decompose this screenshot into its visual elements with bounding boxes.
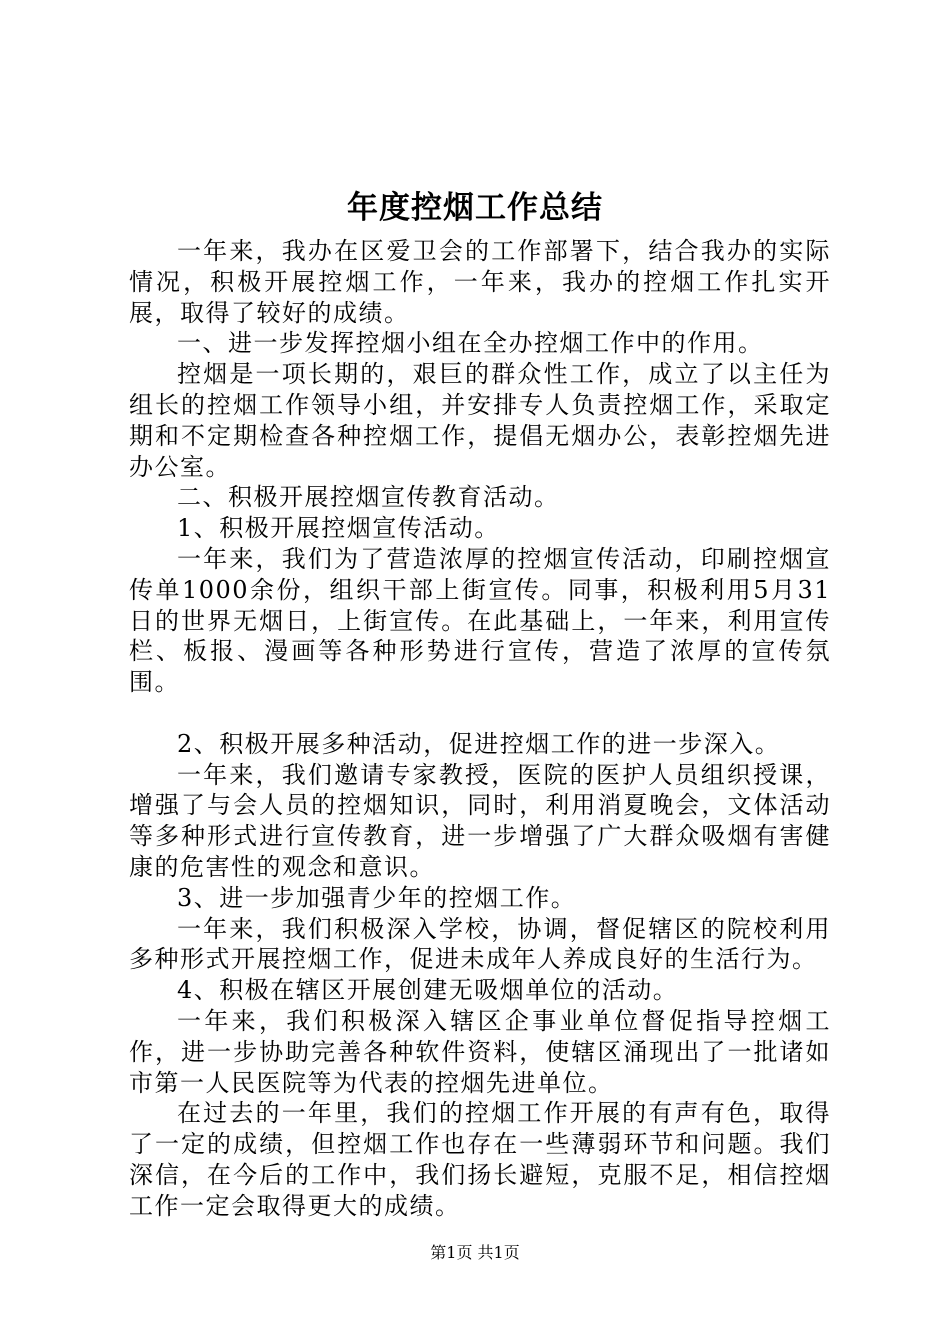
subsection-heading-3: 3、进一步加强青少年的控烟工作。 bbox=[177, 883, 577, 912]
subsection-heading-4: 4、积极在辖区开展创建无吸烟单位的活动。 bbox=[177, 976, 679, 1005]
paragraph-subsection-2: 一年来，我们邀请专家教授，医院的医护人员组织授课，增强了与会人员的控烟知识，同时，利用消夏晚会，文体活动等多种形式进行宣传教育，进一步增强了广大群众吸烟有害健康的危害性的观念和意识。 bbox=[129, 760, 831, 881]
page-footer: 第1页 共1页 bbox=[430, 1243, 520, 1262]
paragraph-subsection-4: 一年来，我们积极深入辖区企事业单位督促指导控烟工作，进一步协助完善各种软件资料，使辖区涌现出了一批诸如市第一人民医院等为代表的控烟先进单位。 bbox=[129, 1006, 831, 1097]
paragraph-subsection-3: 一年来，我们积极深入学校，协调，督促辖区的院校利用多种形式开展控烟工作，促进未成年人养成良好的生活行为。 bbox=[129, 914, 831, 974]
document-title: 年度控烟工作总结 bbox=[347, 190, 603, 226]
paragraph-conclusion: 在过去的一年里，我们的控烟工作开展的有声有色，取得了一定的成绩，但控烟工作也存在一些薄弱环节和问题。我们深信，在今后的工作中，我们扬长避短，克服不足，相信控烟工作一定会取得更大的成绩。 bbox=[129, 1099, 831, 1220]
paragraph-subsection-1: 一年来，我们为了营造浓厚的控烟宣传活动，印刷控烟宣传单1000余份，组织干部上街宣传。同事，积极利用5月31日的世界无烟日，上街宣传。在此基础上，一年来，利用宣传栏、板报、漫画等各种形势进行宣传，营造了浓厚的宣传氛围。 bbox=[129, 544, 831, 697]
section-heading-2: 二、积极开展控烟宣传教育活动。 bbox=[177, 483, 560, 512]
document-body bbox=[129, 236, 831, 1222]
subsection-heading-2: 2、积极开展多种活动，促进控烟工作的进一步深入。 bbox=[177, 729, 781, 758]
subsection-heading-1: 1、积极开展控烟宣传活动。 bbox=[177, 514, 500, 543]
section-heading-1: 一、进一步发挥控烟小组在全办控烟工作中的作用。 bbox=[177, 329, 764, 358]
blank-line bbox=[129, 698, 831, 729]
paragraph-intro: 一年来，我办在区爱卫会的工作部署下，结合我办的实际情况，积极开展控烟工作，一年来，我办的控烟工作扎实开展，取得了较好的成绩。 bbox=[129, 237, 831, 327]
paragraph-section-1: 控烟是一项长期的，艰巨的群众性工作，成立了以主任为组长的控烟工作领导小组，并安排专人负责控烟工作，采取定期和不定期检查各种控烟工作，提倡无烟办公，表彰控烟先进办公室。 bbox=[129, 360, 831, 481]
